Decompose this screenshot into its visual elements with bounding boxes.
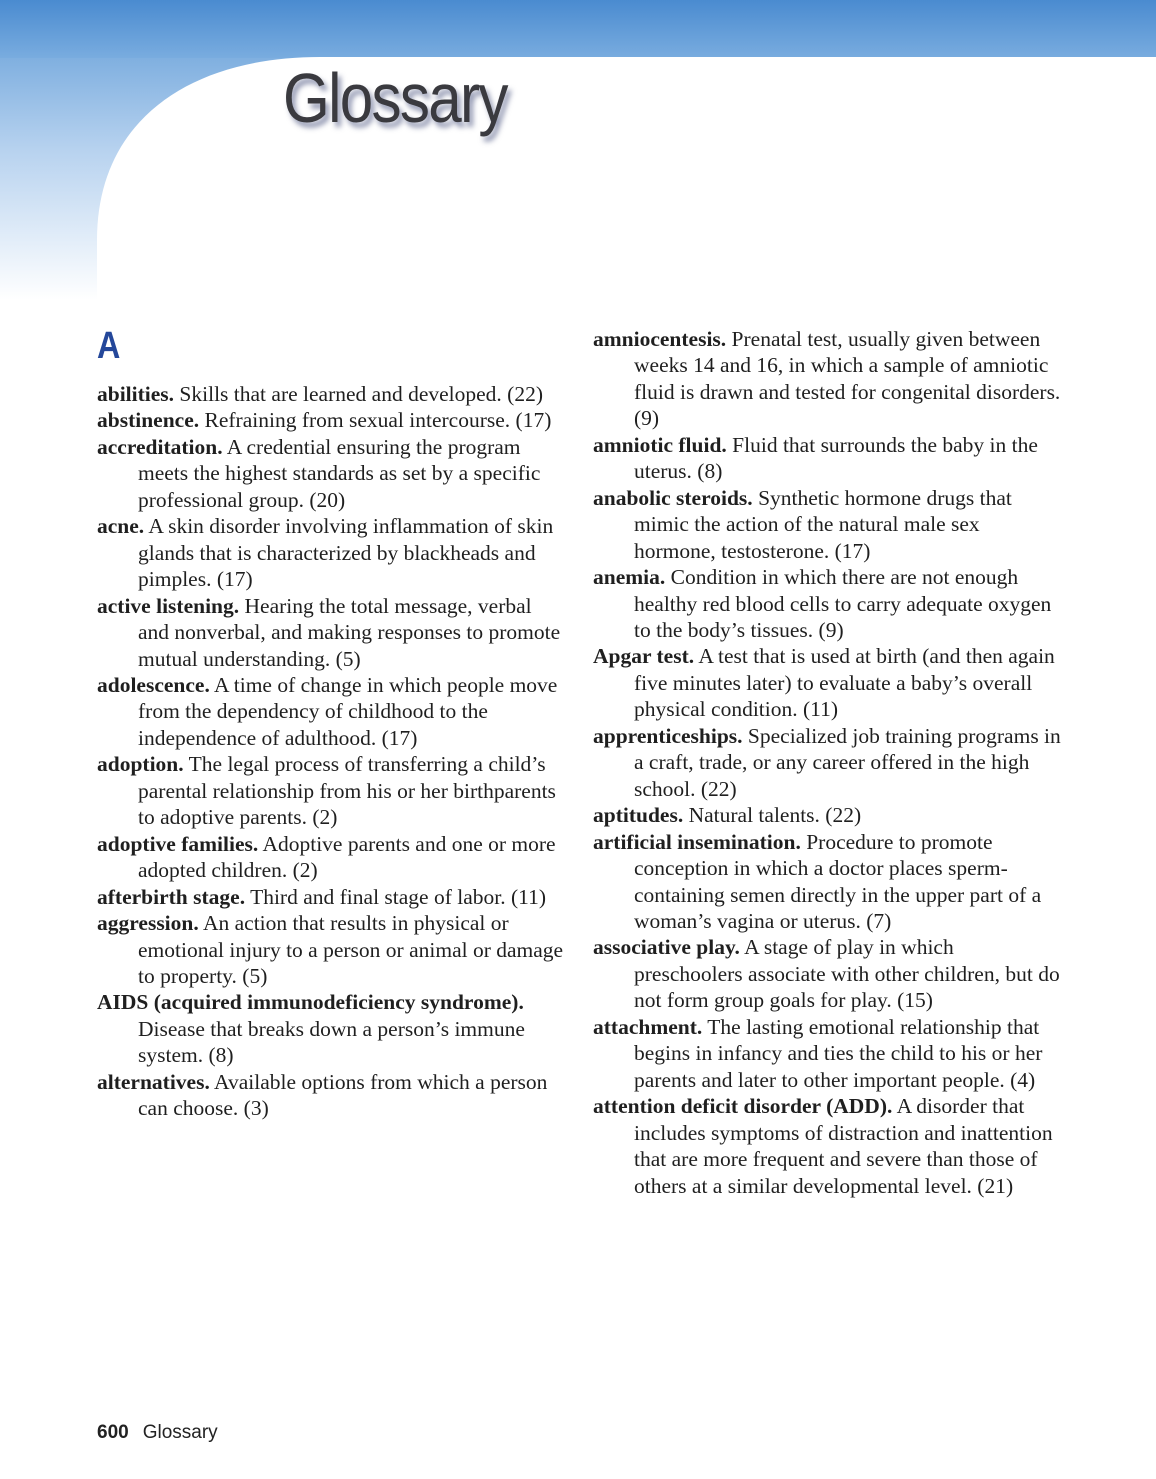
- entry-definition: The legal process of transferring a child’s parental relationship from his or her birthparents to adoptive parents. (2): [138, 752, 556, 830]
- entry-definition: Third and final stage of labor. (11): [250, 884, 547, 909]
- entry-term: amniocentesis.: [593, 327, 727, 351]
- footer-label: Glossary: [142, 1422, 218, 1443]
- glossary-entry: [97, 381, 567, 407]
- glossary-entry: [593, 485, 1063, 564]
- glossary-entry: [593, 1093, 1063, 1199]
- entry-term: active listening.: [97, 593, 240, 618]
- entry-term: adoptive families.: [97, 831, 259, 856]
- entry-definition: Prenatal test, usually given between weeks 14 and 16, in which a sample of amniotic fluid is drawn and tested for congenital disorders. (9): [634, 327, 1061, 431]
- entry-definition: Refraining from sexual intercourse. (17): [204, 408, 552, 433]
- entry-definition: A test that is used at birth (and then again five minutes later) to evaluate a baby’s overall physical condition. (11): [634, 644, 1055, 722]
- entry-term: artificial insemination.: [593, 829, 801, 854]
- entry-definition: Available options from which a person can choose. (3): [138, 1069, 548, 1121]
- entry-term: AIDS (acquired immunodeficiency syndrome).: [97, 990, 524, 1015]
- glossary-entry: [593, 1014, 1063, 1093]
- entry-term: anemia.: [593, 565, 666, 590]
- entry-definition: A credential ensuring the program meets the highest standards as set by a specific professional group. (20): [138, 434, 541, 512]
- entry-term: apprenticeships.: [593, 723, 743, 748]
- entry-definition: A stage of play in which preschoolers associate with other children, but do not form group goals for play. (15): [634, 935, 1060, 1013]
- entry-definition: Natural talents. (22): [688, 803, 862, 828]
- entry-term: accreditation.: [97, 434, 223, 459]
- glossary-entry: [97, 407, 567, 433]
- glossary-entry: [593, 829, 1063, 935]
- glossary-entry: [97, 910, 567, 989]
- page-title: Glossary: [283, 59, 507, 137]
- page-number: 600: [97, 1422, 129, 1443]
- entry-term: abstinence.: [97, 408, 200, 433]
- header-banner: [0, 0, 1156, 300]
- glossary-entry: [593, 326, 1063, 432]
- glossary-entry: [97, 884, 567, 910]
- entry-term: aggression.: [97, 911, 199, 936]
- page-footer: [97, 1422, 218, 1444]
- glossary-entry: [97, 1069, 567, 1122]
- entry-term: abilities.: [97, 382, 175, 406]
- entry-term: adoption.: [97, 752, 184, 777]
- entry-definition: Skills that are learned and developed. (22): [179, 382, 544, 406]
- entry-term: alternatives.: [97, 1069, 210, 1094]
- entry-definition: A time of change in which people move from the dependency of childhood to the independence of adulthood. (17): [138, 672, 558, 750]
- entry-definition: Synthetic hormone drugs that mimic the action of the natural male sex hormone, testosterone. (17): [634, 485, 1012, 563]
- glossary-entry: [593, 934, 1063, 1013]
- entry-definition: The lasting emotional relationship that begins in infancy and ties the child to his or her parents and later to other important people. (4): [634, 1014, 1043, 1092]
- glossary-column-right: [593, 326, 1063, 1199]
- entry-term: Apgar test.: [593, 644, 695, 669]
- entry-term: afterbirth stage.: [97, 884, 246, 909]
- entry-term: adolescence.: [97, 672, 210, 697]
- entry-definition: Specialized job training programs in a craft, trade, or any career offered in the high school. (22): [634, 723, 1061, 801]
- glossary-entry: [97, 593, 567, 672]
- glossary-entry: [593, 432, 1063, 485]
- entry-definition: Adoptive parents and one or more adopted children. (2): [138, 831, 556, 883]
- glossary-entry: [593, 802, 1063, 828]
- entry-definition: A skin disorder involving inflammation of skin glands that is characterized by blackheads and pimples. (17): [138, 514, 554, 592]
- entry-definition: Hearing the total message, verbal and nonverbal, and making responses to promote mutual understanding. (5): [138, 593, 561, 671]
- entry-definition: Disease that breaks down a person’s immune system. (8): [138, 1016, 525, 1068]
- glossary-entry: [97, 831, 567, 884]
- entry-term: attachment.: [593, 1014, 703, 1039]
- glossary-entry: [97, 751, 567, 830]
- entry-definition: A disorder that includes symptoms of distraction and inattention that are more frequent and severe than those of others at a similar developmental level. (21): [634, 1094, 1053, 1198]
- section-letter-heading: A: [97, 325, 121, 367]
- entry-term: attention deficit disorder (ADD).: [593, 1094, 893, 1119]
- entry-term: acne.: [97, 514, 145, 539]
- entry-definition: Condition in which there are not enough healthy red blood cells to carry adequate oxygen to the body’s tissues. (9): [634, 565, 1052, 642]
- glossary-entry: [97, 513, 567, 592]
- entry-term: anabolic steroids.: [593, 485, 753, 510]
- glossary-entry: [97, 434, 567, 513]
- entry-definition: Procedure to promote conception in which a doctor places sperm-containing semen directly in the upper part of a woman’s vagina or uterus. (7): [634, 829, 1042, 933]
- glossary-entry: [97, 989, 567, 1068]
- entry-term: aptitudes.: [593, 803, 684, 828]
- glossary-entry: [593, 643, 1063, 722]
- entry-definition: An action that results in physical or emotional injury to a person or animal or damage to property. (5): [138, 911, 564, 988]
- glossary-entry: [593, 723, 1063, 802]
- glossary-entry: [593, 564, 1063, 643]
- glossary-entry: [97, 672, 567, 751]
- entry-term: associative play.: [593, 935, 740, 960]
- glossary-column-left: [97, 381, 567, 1122]
- entry-definition: Fluid that surrounds the baby in the uterus. (8): [634, 432, 1038, 484]
- entry-term: amniotic fluid.: [593, 432, 727, 457]
